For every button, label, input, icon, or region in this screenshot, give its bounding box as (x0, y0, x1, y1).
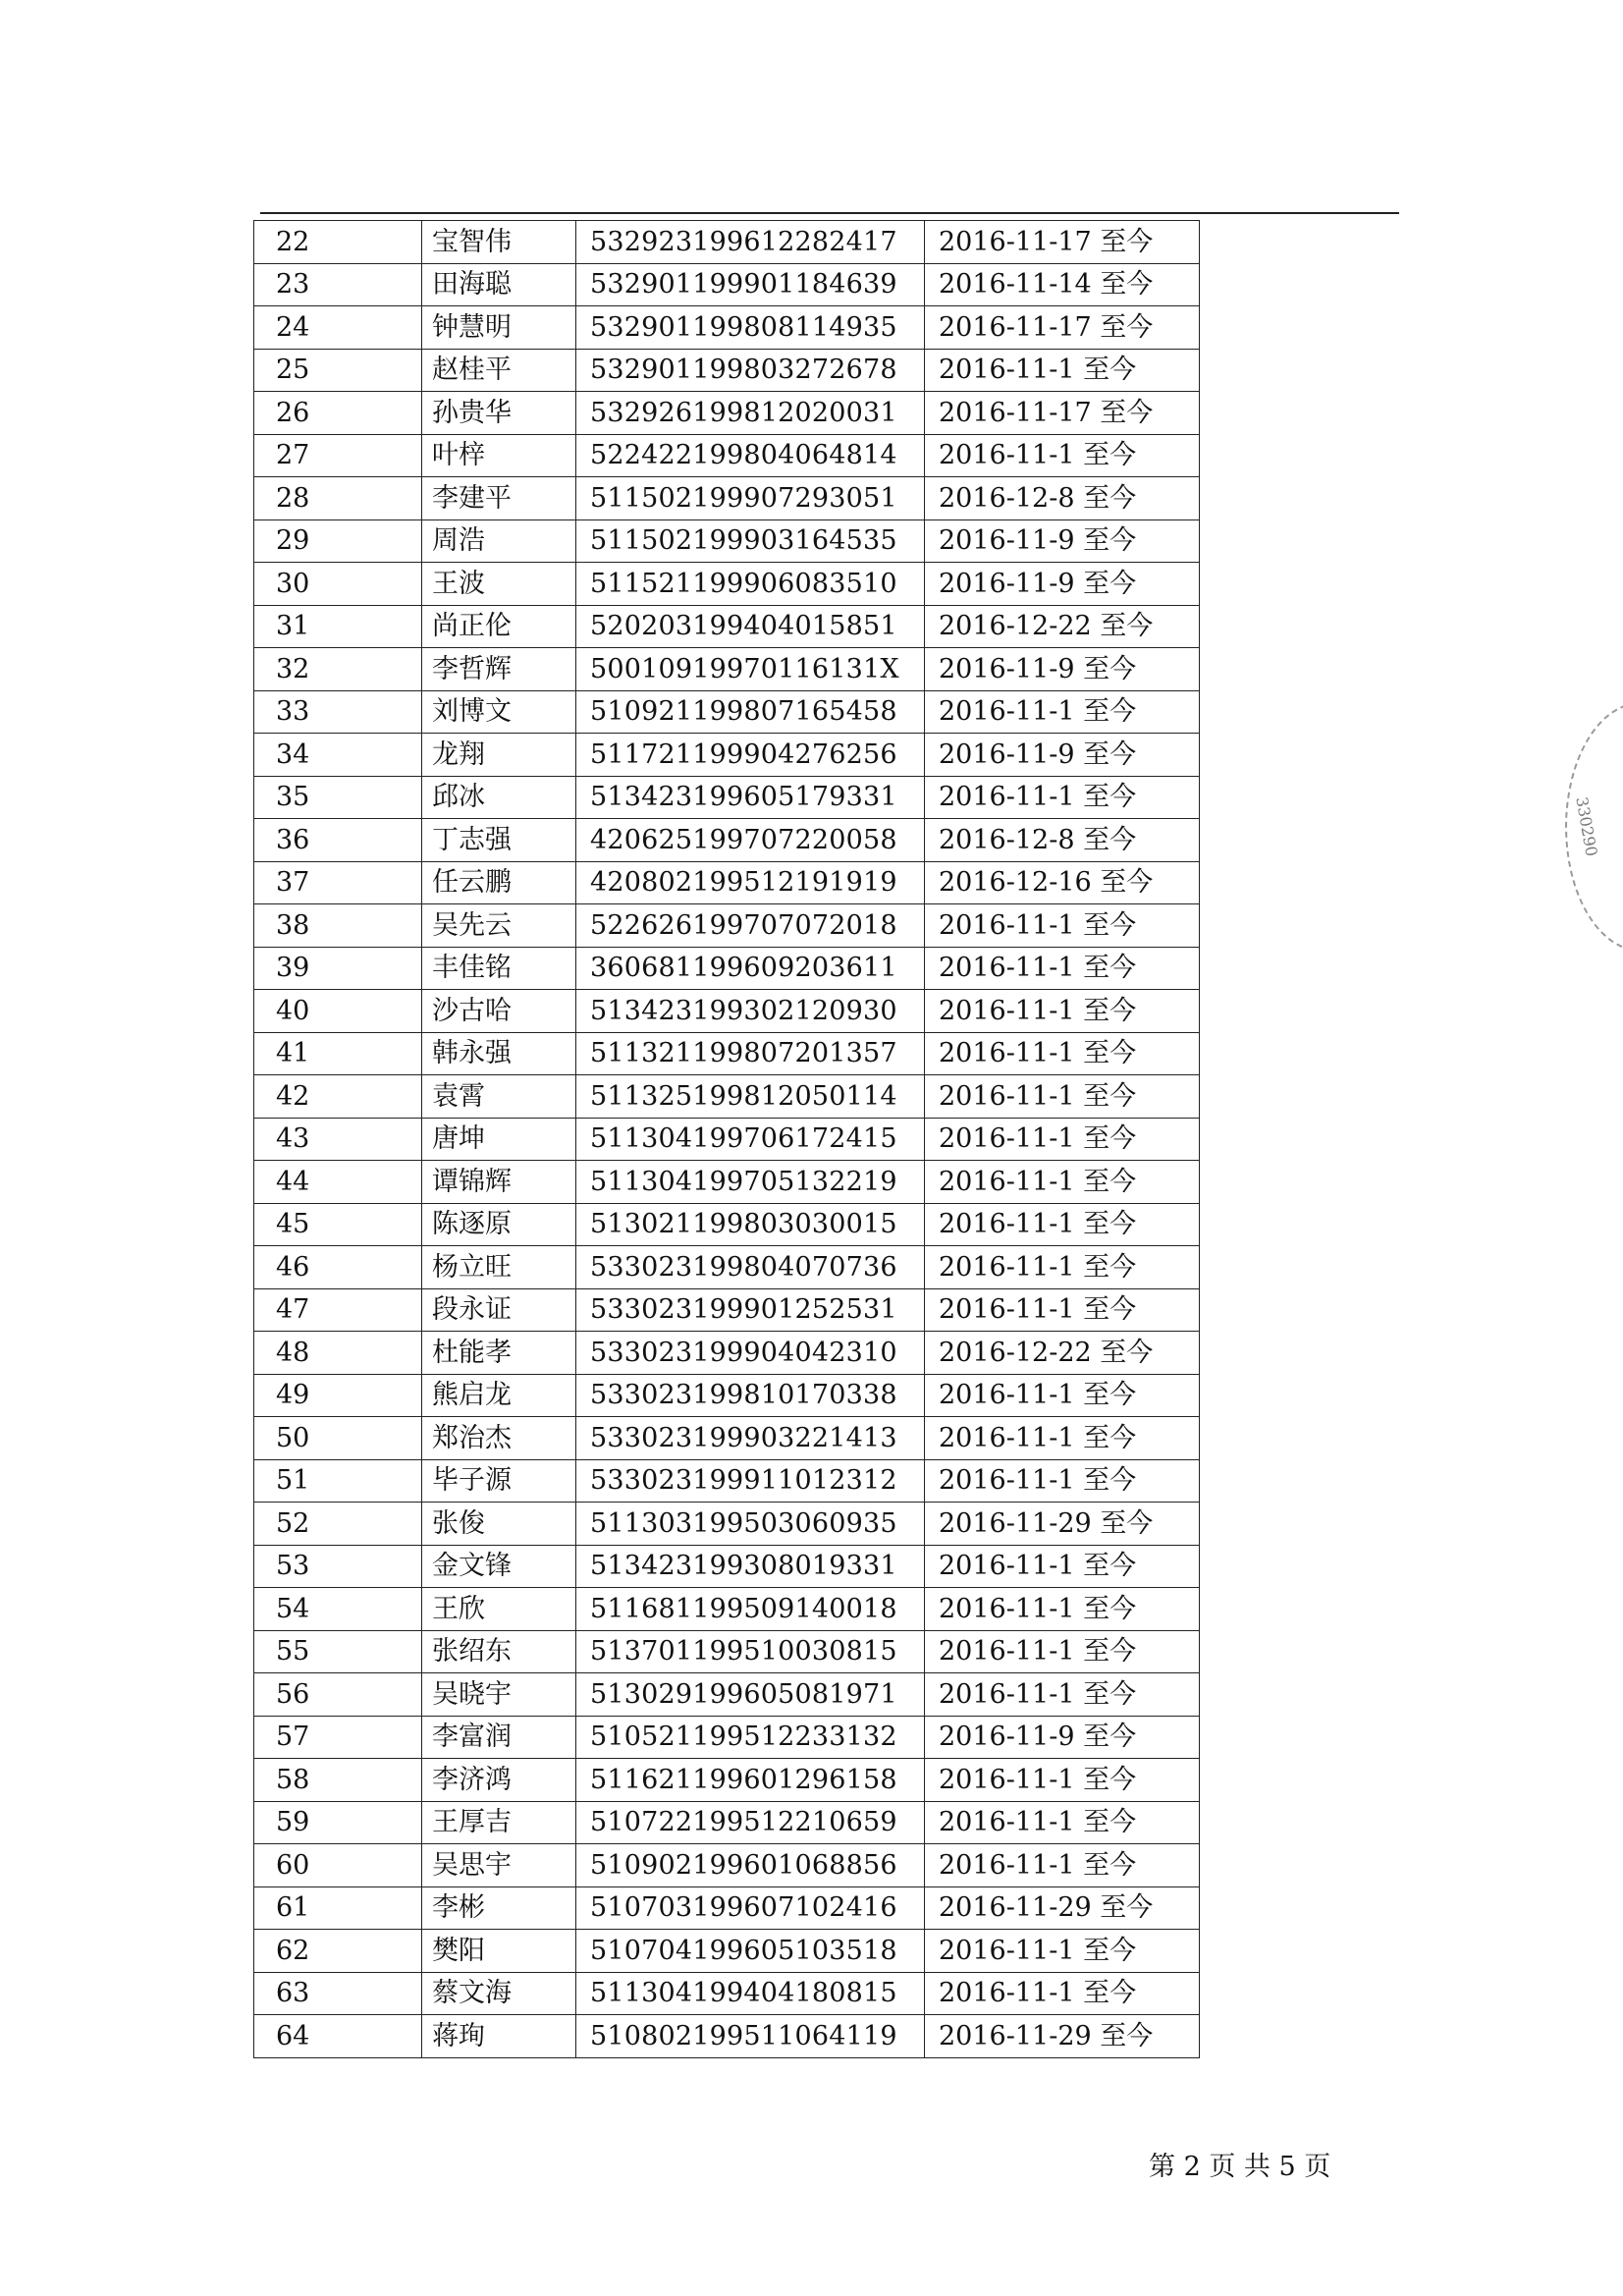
row-number: 45 (254, 1203, 422, 1246)
person-name: 韩永强 (422, 1032, 576, 1075)
row-number: 38 (254, 904, 422, 948)
row-number: 44 (254, 1161, 422, 1204)
id-number: 513029199605081971 (576, 1673, 925, 1717)
table-row (254, 690, 1200, 734)
employment-period: 2016-11-1 至今 (925, 1673, 1200, 1717)
id-number: 513701199510030815 (576, 1630, 925, 1673)
table-row (254, 306, 1200, 350)
person-name: 王波 (422, 563, 576, 606)
person-name: 王欣 (422, 1588, 576, 1631)
employment-period: 2016-11-1 至今 (925, 434, 1200, 477)
row-number: 27 (254, 434, 422, 477)
id-number: 511681199509140018 (576, 1588, 925, 1631)
person-name: 李哲辉 (422, 648, 576, 691)
table-row (254, 1374, 1200, 1417)
person-name: 任云鹏 (422, 861, 576, 904)
employment-period: 2016-12-16 至今 (925, 861, 1200, 904)
person-name: 吴晓宇 (422, 1673, 576, 1717)
id-number: 522626199707072018 (576, 904, 925, 948)
roster-table (253, 220, 1200, 2058)
id-number: 522422199804064814 (576, 434, 925, 477)
person-name: 赵桂平 (422, 349, 576, 392)
id-number: 511502199907293051 (576, 477, 925, 520)
row-number: 43 (254, 1118, 422, 1161)
table-row (254, 263, 1200, 306)
employment-period: 2016-11-17 至今 (925, 221, 1200, 264)
row-number: 51 (254, 1459, 422, 1503)
row-number: 37 (254, 861, 422, 904)
row-number: 39 (254, 947, 422, 990)
row-number: 64 (254, 2015, 422, 2058)
person-name: 钟慧明 (422, 306, 576, 350)
id-number: 510802199511064119 (576, 2015, 925, 2058)
id-number: 532926199812020031 (576, 392, 925, 435)
person-name: 刘博文 (422, 690, 576, 734)
id-number: 511502199903164535 (576, 519, 925, 563)
row-number: 60 (254, 1844, 422, 1887)
employment-period: 2016-11-1 至今 (925, 1032, 1200, 1075)
employment-period: 2016-11-1 至今 (925, 990, 1200, 1033)
row-number: 32 (254, 648, 422, 691)
employment-period: 2016-11-9 至今 (925, 648, 1200, 691)
employment-period: 2016-11-1 至今 (925, 1417, 1200, 1460)
person-name: 宝智伟 (422, 221, 576, 264)
employment-period: 2016-11-1 至今 (925, 349, 1200, 392)
id-number: 510921199807165458 (576, 690, 925, 734)
person-name: 唐坤 (422, 1118, 576, 1161)
row-number: 58 (254, 1759, 422, 1802)
person-name: 田海聪 (422, 263, 576, 306)
id-number: 532923199612282417 (576, 221, 925, 264)
table-row (254, 819, 1200, 862)
person-name: 郑治杰 (422, 1417, 576, 1460)
employment-period: 2016-12-8 至今 (925, 477, 1200, 520)
table-row (254, 1161, 1200, 1204)
person-name: 金文锋 (422, 1545, 576, 1588)
id-number: 511303199503060935 (576, 1503, 925, 1546)
table-row (254, 990, 1200, 1033)
table-row (254, 1588, 1200, 1631)
id-number: 533023199901252531 (576, 1288, 925, 1332)
person-name: 谭锦辉 (422, 1161, 576, 1204)
row-number: 57 (254, 1716, 422, 1759)
row-number: 56 (254, 1673, 422, 1717)
employment-period: 2016-11-1 至今 (925, 690, 1200, 734)
row-number: 36 (254, 819, 422, 862)
id-number: 520203199404015851 (576, 605, 925, 648)
row-number: 61 (254, 1886, 422, 1930)
row-number: 23 (254, 263, 422, 306)
employment-period: 2016-11-1 至今 (925, 776, 1200, 819)
row-number: 24 (254, 306, 422, 350)
row-number: 33 (254, 690, 422, 734)
id-number: 511521199906083510 (576, 563, 925, 606)
table-row (254, 1716, 1200, 1759)
row-number: 22 (254, 221, 422, 264)
id-number: 510521199512233132 (576, 1716, 925, 1759)
employment-period: 2016-11-1 至今 (925, 1374, 1200, 1417)
row-number: 63 (254, 1972, 422, 2015)
person-name: 张绍东 (422, 1630, 576, 1673)
row-number: 28 (254, 477, 422, 520)
id-number: 50010919970116131X (576, 648, 925, 691)
person-name: 李富润 (422, 1716, 576, 1759)
person-name: 毕子源 (422, 1459, 576, 1503)
row-number: 50 (254, 1417, 422, 1460)
table-row (254, 1972, 1200, 2015)
table-row (254, 1459, 1200, 1503)
id-number: 510703199607102416 (576, 1886, 925, 1930)
employment-period: 2016-11-29 至今 (925, 1886, 1200, 1930)
person-name: 丰佳铭 (422, 947, 576, 990)
person-name: 李建平 (422, 477, 576, 520)
employment-period: 2016-12-8 至今 (925, 819, 1200, 862)
id-number: 511304199706172415 (576, 1118, 925, 1161)
row-number: 54 (254, 1588, 422, 1631)
person-name: 樊阳 (422, 1930, 576, 1973)
person-name: 吴先云 (422, 904, 576, 948)
employment-period: 2016-11-9 至今 (925, 1716, 1200, 1759)
table-row (254, 1503, 1200, 1546)
row-number: 40 (254, 990, 422, 1033)
person-name: 张俊 (422, 1503, 576, 1546)
id-number: 511321199807201357 (576, 1032, 925, 1075)
person-name: 杨立旺 (422, 1246, 576, 1289)
table-row (254, 2015, 1200, 2058)
person-name: 尚正伦 (422, 605, 576, 648)
id-number: 513423199302120930 (576, 990, 925, 1033)
table-row (254, 605, 1200, 648)
employment-period: 2016-11-29 至今 (925, 1503, 1200, 1546)
id-number: 420625199707220058 (576, 819, 925, 862)
person-name: 孙贵华 (422, 392, 576, 435)
table-row (254, 563, 1200, 606)
row-number: 25 (254, 349, 422, 392)
employment-period: 2016-11-1 至今 (925, 1972, 1200, 2015)
table-row (254, 1417, 1200, 1460)
row-number: 30 (254, 563, 422, 606)
person-name: 杜能孝 (422, 1332, 576, 1375)
id-number: 532901199808114935 (576, 306, 925, 350)
row-number: 41 (254, 1032, 422, 1075)
table-row (254, 1118, 1200, 1161)
employment-period: 2016-11-1 至今 (925, 1930, 1200, 1973)
employment-period: 2016-11-1 至今 (925, 1588, 1200, 1631)
table-row (254, 648, 1200, 691)
id-number: 511721199904276256 (576, 734, 925, 777)
row-number: 55 (254, 1630, 422, 1673)
row-number: 62 (254, 1930, 422, 1973)
person-name: 丁志强 (422, 819, 576, 862)
header-rule (260, 212, 1399, 214)
table-row (254, 947, 1200, 990)
employment-period: 2016-11-29 至今 (925, 2015, 1200, 2058)
id-number: 532901199901184639 (576, 263, 925, 306)
table-row (254, 349, 1200, 392)
page-footer: 第 2 页 共 5 页 (1149, 2152, 1331, 2182)
person-name: 邱冰 (422, 776, 576, 819)
table-row (254, 1844, 1200, 1887)
employment-period: 2016-11-14 至今 (925, 263, 1200, 306)
row-number: 26 (254, 392, 422, 435)
person-name: 蔡文海 (422, 1972, 576, 2015)
table-row (254, 1886, 1200, 1930)
table-row (254, 1032, 1200, 1075)
person-name: 龙翔 (422, 734, 576, 777)
table-row (254, 1203, 1200, 1246)
table-row (254, 1930, 1200, 1973)
id-number: 513021199803030015 (576, 1203, 925, 1246)
table-row (254, 1759, 1200, 1802)
person-name: 陈逐原 (422, 1203, 576, 1246)
table-row (254, 1801, 1200, 1844)
id-number: 532901199803272678 (576, 349, 925, 392)
row-number: 47 (254, 1288, 422, 1332)
id-number: 533023199911012312 (576, 1459, 925, 1503)
person-name: 段永证 (422, 1288, 576, 1332)
employment-period: 2016-11-1 至今 (925, 1630, 1200, 1673)
employment-period: 2016-11-1 至今 (925, 1459, 1200, 1503)
table-row (254, 904, 1200, 948)
employment-period: 2016-11-17 至今 (925, 306, 1200, 350)
id-number: 510722199512210659 (576, 1801, 925, 1844)
table-row (254, 1075, 1200, 1119)
table-row (254, 1545, 1200, 1588)
row-number: 52 (254, 1503, 422, 1546)
row-number: 29 (254, 519, 422, 563)
employment-period: 2016-11-1 至今 (925, 1288, 1200, 1332)
person-name: 沙古哈 (422, 990, 576, 1033)
employment-period: 2016-12-22 至今 (925, 1332, 1200, 1375)
employment-period: 2016-11-1 至今 (925, 1075, 1200, 1119)
id-number: 533023199804070736 (576, 1246, 925, 1289)
employment-period: 2016-11-17 至今 (925, 392, 1200, 435)
id-number: 510704199605103518 (576, 1930, 925, 1973)
employment-period: 2016-11-9 至今 (925, 563, 1200, 606)
row-number: 49 (254, 1374, 422, 1417)
id-number: 513423199308019331 (576, 1545, 925, 1588)
person-name: 蒋珣 (422, 2015, 576, 2058)
row-number: 31 (254, 605, 422, 648)
id-number: 533023199903221413 (576, 1417, 925, 1460)
id-number: 420802199512191919 (576, 861, 925, 904)
person-name: 袁霄 (422, 1075, 576, 1119)
id-number: 511325199812050114 (576, 1075, 925, 1119)
row-number: 53 (254, 1545, 422, 1588)
employment-period: 2016-11-1 至今 (925, 1759, 1200, 1802)
table-row (254, 434, 1200, 477)
table-row (254, 1630, 1200, 1673)
table-row (254, 477, 1200, 520)
employment-period: 2016-11-1 至今 (925, 1844, 1200, 1887)
employment-period: 2016-11-9 至今 (925, 519, 1200, 563)
row-number: 35 (254, 776, 422, 819)
id-number: 513423199605179331 (576, 776, 925, 819)
row-number: 34 (254, 734, 422, 777)
row-number: 42 (254, 1075, 422, 1119)
id-number: 511304199404180815 (576, 1972, 925, 2015)
employment-period: 2016-11-9 至今 (925, 734, 1200, 777)
table-row (254, 734, 1200, 777)
employment-period: 2016-11-1 至今 (925, 1203, 1200, 1246)
employment-period: 2016-11-1 至今 (925, 947, 1200, 990)
person-name: 叶梓 (422, 434, 576, 477)
person-name: 吴思宇 (422, 1844, 576, 1887)
employment-period: 2016-11-1 至今 (925, 904, 1200, 948)
table-row (254, 519, 1200, 563)
employment-period: 2016-11-1 至今 (925, 1161, 1200, 1204)
employment-period: 2016-11-1 至今 (925, 1118, 1200, 1161)
table-row (254, 1288, 1200, 1332)
table-row (254, 776, 1200, 819)
table-row (254, 392, 1200, 435)
person-name: 李济鸿 (422, 1759, 576, 1802)
row-number: 46 (254, 1246, 422, 1289)
id-number: 511621199601296158 (576, 1759, 925, 1802)
id-number: 511304199705132219 (576, 1161, 925, 1204)
person-name: 熊启龙 (422, 1374, 576, 1417)
person-name: 周浩 (422, 519, 576, 563)
id-number: 533023199810170338 (576, 1374, 925, 1417)
employment-period: 2016-11-1 至今 (925, 1246, 1200, 1289)
employment-period: 2016-12-22 至今 (925, 605, 1200, 648)
employment-period: 2016-11-1 至今 (925, 1545, 1200, 1588)
person-name: 李彬 (422, 1886, 576, 1930)
roster-body (254, 221, 1200, 2058)
id-number: 533023199904042310 (576, 1332, 925, 1375)
table-row (254, 1246, 1200, 1289)
id-number: 510902199601068856 (576, 1844, 925, 1887)
id-number: 360681199609203611 (576, 947, 925, 990)
employment-period: 2016-11-1 至今 (925, 1801, 1200, 1844)
seal-stamp-text: 330290 (1572, 795, 1601, 858)
table-row (254, 221, 1200, 264)
table-row (254, 1332, 1200, 1375)
table-row (254, 1673, 1200, 1717)
row-number: 48 (254, 1332, 422, 1375)
row-number: 59 (254, 1801, 422, 1844)
person-name: 王厚吉 (422, 1801, 576, 1844)
table-row (254, 861, 1200, 904)
